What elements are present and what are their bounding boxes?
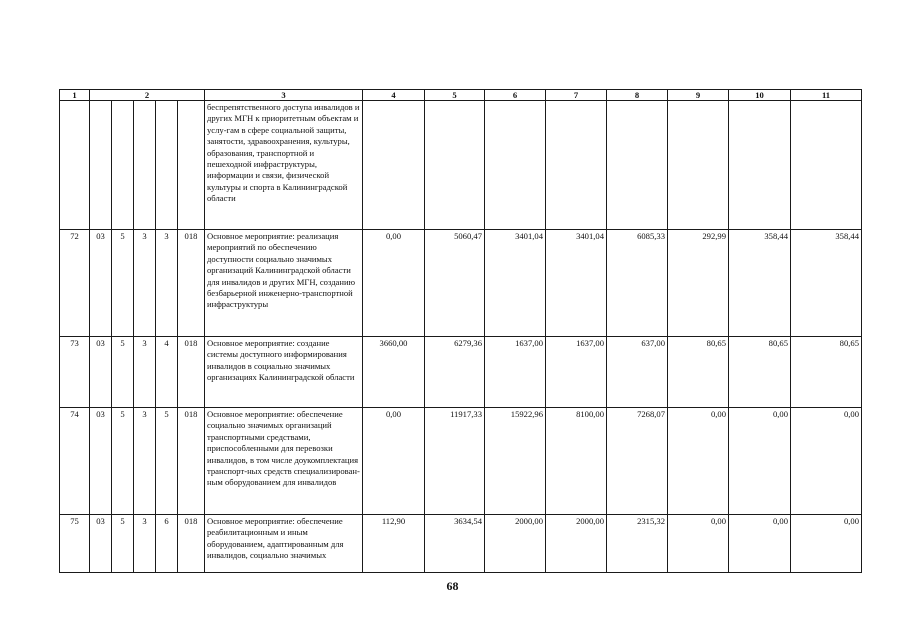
page-number: 68 — [446, 579, 459, 593]
code-cell: 03 — [90, 230, 112, 337]
value-cell: 5060,47 — [425, 230, 485, 337]
value-cell: 0,00 — [791, 515, 862, 573]
value-cell: 358,44 — [729, 230, 791, 337]
code-cell: 6 — [156, 515, 178, 573]
activity-description: Основное мероприятие: реализация мероприятий по обеспечению доступности социально значимых организаций Калининградской области для инвалидов и других МГН, созданию безбарьерной инженерно-транспортной инфраструктуры — [205, 230, 363, 337]
value-cell: 1637,00 — [485, 337, 546, 408]
code-cell: 018 — [178, 408, 205, 515]
value-cell: 15922,96 — [485, 408, 546, 515]
header-cell-2: 2 — [90, 90, 205, 101]
value-cell: 3660,00 — [363, 337, 425, 408]
value-cell: 6085,33 — [607, 230, 668, 337]
table-row — [60, 337, 862, 408]
header-row — [60, 90, 862, 101]
code-cell: 3 — [156, 230, 178, 337]
value-cell: 6279,36 — [425, 337, 485, 408]
value-cell: 0,00 — [791, 408, 862, 515]
value-cell: 3634,54 — [425, 515, 485, 573]
header-cell-6: 6 — [485, 90, 546, 101]
row-number: 74 — [60, 408, 90, 515]
header-cell-5: 5 — [425, 90, 485, 101]
header-cell-7: 7 — [546, 90, 607, 101]
row-number: 73 — [60, 337, 90, 408]
header-cell-9: 9 — [668, 90, 729, 101]
header-cell-11: 11 — [791, 90, 862, 101]
code-cell: 03 — [90, 337, 112, 408]
table-row — [60, 230, 862, 337]
value-cell: 3401,04 — [546, 230, 607, 337]
code-cell: 018 — [178, 515, 205, 573]
value-cell: 7268,07 — [607, 408, 668, 515]
code-cell: 5 — [156, 408, 178, 515]
row-number: 75 — [60, 515, 90, 573]
code-cell: 4 — [156, 337, 178, 408]
activity-description: Основное мероприятие: обеспечение социально значимых организаций транспортными средствами, приспособленными для перевозки инвалидов, в том числе доукомплектация транспорт-ных средств специализирован-ным оборудованием для инвалидов — [205, 408, 363, 515]
activity-description: Основное мероприятие: обеспечение реабилитационным и иным оборудованием, адаптированным для инвалидов, социально значимых — [205, 515, 363, 573]
table-row-continuation — [60, 101, 862, 230]
code-cell: 5 — [112, 515, 134, 573]
code-cell: 018 — [178, 337, 205, 408]
header-cell-4: 4 — [363, 90, 425, 101]
code-cell: 5 — [112, 337, 134, 408]
value-cell: 0,00 — [729, 408, 791, 515]
value-cell: 0,00 — [363, 230, 425, 337]
continuation-text: беспрепятственного доступа инвалидов и других МГН к приоритетным объектам и услу-гам в сфере социальной защиты, занятости, здравоохранения, культуры, образования, транспортной и пешеходной инфраструктуры, информации и связи, физической культуры и спорта в Калининградской области — [205, 101, 363, 230]
program-table — [59, 89, 862, 573]
row-number: 72 — [60, 230, 90, 337]
value-cell: 112,90 — [363, 515, 425, 573]
code-cell: 03 — [90, 408, 112, 515]
code-cell: 3 — [134, 515, 156, 573]
value-cell: 3401,04 — [485, 230, 546, 337]
value-cell: 11917,33 — [425, 408, 485, 515]
value-cell: 0,00 — [668, 515, 729, 573]
code-cell: 5 — [112, 408, 134, 515]
code-cell: 3 — [134, 408, 156, 515]
value-cell: 2000,00 — [485, 515, 546, 573]
header-cell-10: 10 — [729, 90, 791, 101]
header-cell-3: 3 — [205, 90, 363, 101]
table-row — [60, 515, 862, 573]
code-cell: 3 — [134, 230, 156, 337]
value-cell: 0,00 — [729, 515, 791, 573]
code-cell: 5 — [112, 230, 134, 337]
value-cell: 358,44 — [791, 230, 862, 337]
value-cell: 637,00 — [607, 337, 668, 408]
code-cell: 018 — [178, 230, 205, 337]
value-cell: 2315,32 — [607, 515, 668, 573]
value-cell: 80,65 — [791, 337, 862, 408]
code-cell: 3 — [134, 337, 156, 408]
header-cell-1: 1 — [60, 90, 90, 101]
activity-description: Основное мероприятие: создание системы доступного информирования инвалидов в социально значимых организациях Калининградской области — [205, 337, 363, 408]
table-row — [60, 408, 862, 515]
value-cell: 0,00 — [363, 408, 425, 515]
value-cell: 8100,00 — [546, 408, 607, 515]
value-cell: 80,65 — [668, 337, 729, 408]
value-cell: 2000,00 — [546, 515, 607, 573]
value-cell: 80,65 — [729, 337, 791, 408]
code-cell: 03 — [90, 515, 112, 573]
header-cell-8: 8 — [607, 90, 668, 101]
value-cell: 292,99 — [668, 230, 729, 337]
value-cell: 0,00 — [668, 408, 729, 515]
value-cell: 1637,00 — [546, 337, 607, 408]
